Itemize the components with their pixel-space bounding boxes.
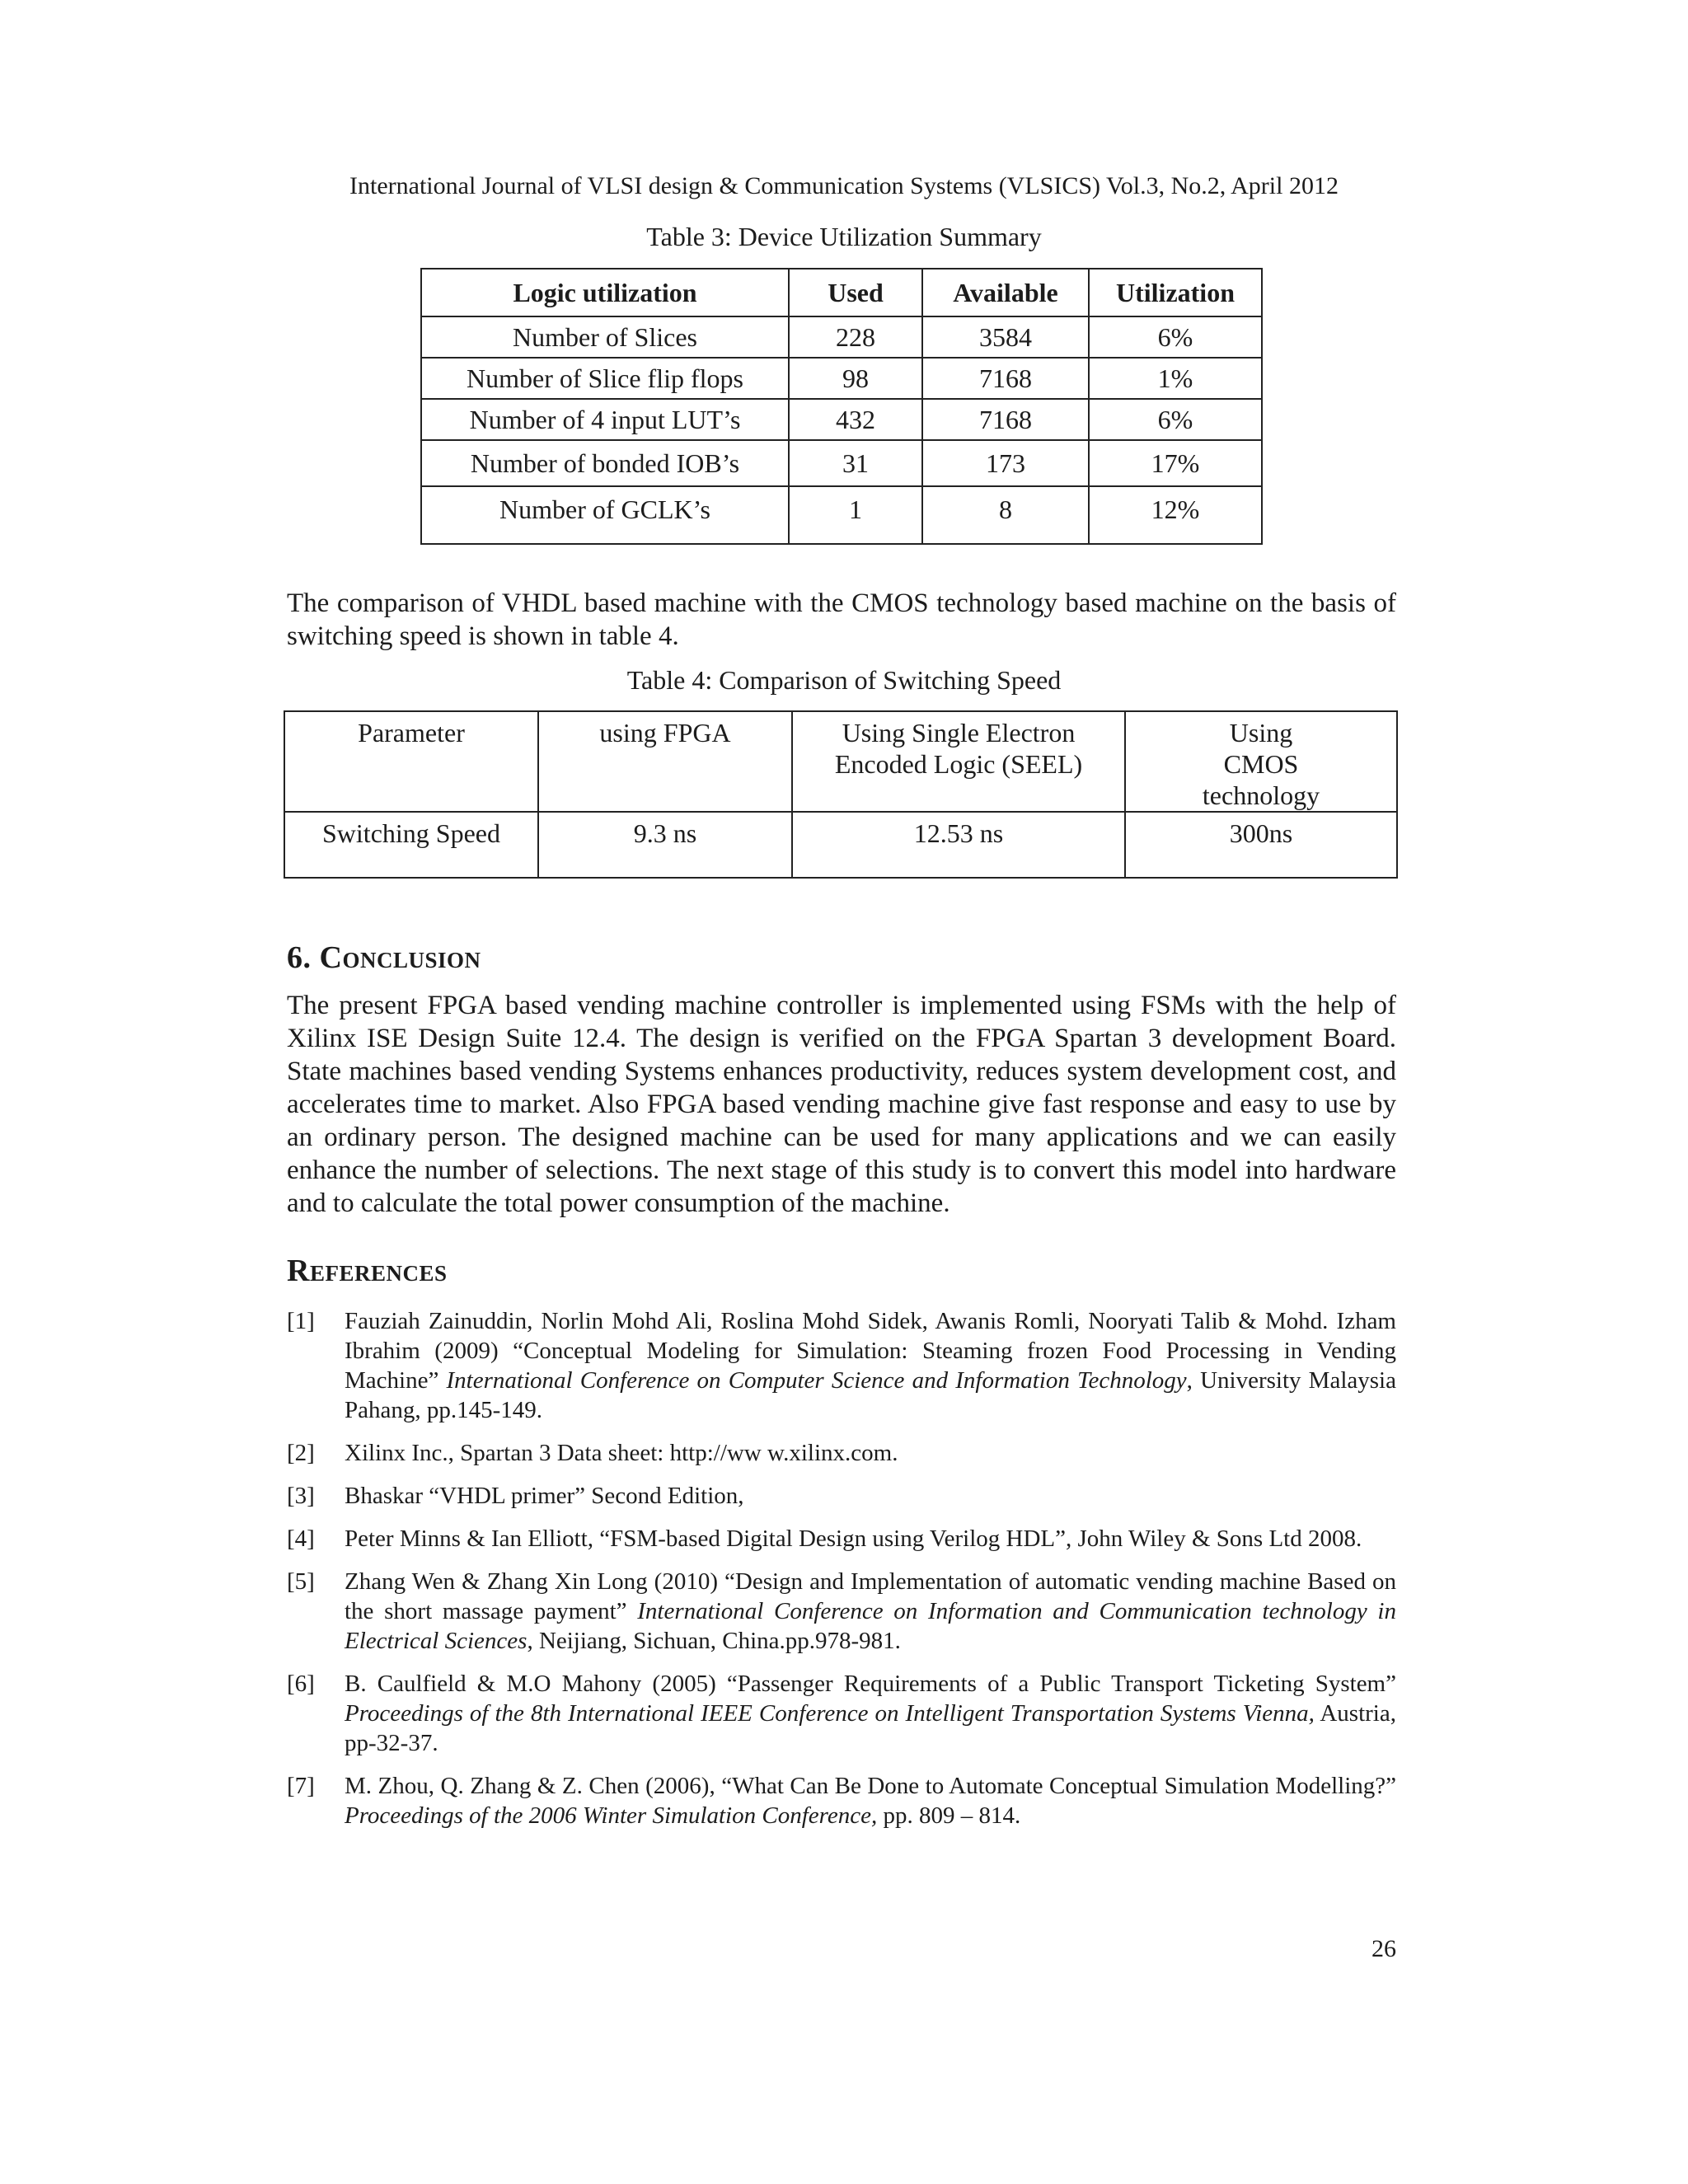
reference-text: Zhang Wen & Zhang Xin Long (2010) “Design and Implementation of automatic vending machine Based on the short massage payment”: [345, 1568, 1396, 1624]
table3-caption: Table 3: Device Utilization Summary: [646, 222, 1042, 251]
table-header-row: [421, 269, 1262, 316]
reference-number: [1]: [287, 1308, 315, 1334]
table-cell: 7168: [922, 399, 1089, 440]
table-cell: 228: [789, 316, 922, 358]
table-cell: 9.3 ns: [538, 812, 792, 878]
reference-list: [287, 1306, 1396, 1844]
reference-venue: Proceedings of the 8th International IEEE Conference on Intelligent Transportation Systems Vienna,: [345, 1700, 1315, 1727]
table-cell: 8: [922, 486, 1089, 544]
reference-item: [287, 1771, 1396, 1830]
reference-number: [6]: [287, 1671, 315, 1697]
table-row: [284, 812, 1397, 878]
table-cell: 98: [789, 358, 922, 399]
table-header-cell: Utilization: [1089, 269, 1262, 316]
reference-tail: Austria, pp-32-37.: [345, 1700, 1396, 1756]
reference-item: [287, 1669, 1396, 1758]
table-row: [421, 399, 1262, 440]
reference-text: Fauziah Zainuddin, Norlin Mohd Ali, Roslina Mohd Sidek, Awanis Romli, Nooryati Talib & Mohd. Izham Ibrahim (2009) “Conceptual Modeling for Simulation: Steaming frozen Food Processing in Vending Machine”: [345, 1308, 1396, 1394]
reference-number: [2]: [287, 1440, 315, 1466]
device-utilization-table: [420, 268, 1263, 545]
table-cell: 3584: [922, 316, 1089, 358]
table-cell: Number of 4 input LUT’s: [421, 399, 789, 440]
reference-text: M. Zhou, Q. Zhang & Z. Chen (2006), “What Can Be Done to Automate Conceptual Simulation Modelling?”: [345, 1773, 1396, 1799]
reference-item: [287, 1567, 1396, 1656]
table-row: [421, 486, 1262, 544]
reference-item: [287, 1481, 1396, 1511]
reference-number: [4]: [287, 1526, 315, 1552]
conclusion-paragraph: The present FPGA based vending machine controller is implemented using FSMs with the help of Xilinx ISE Design Suite 12.4. The design is verified on the FPGA Spartan 3 development Board. State machines based vending Systems enhances productivity, reduces system development cost, and accelerates time to market. Also FPGA based vending machine give fast response and easy to use by an ordinary person. The designed machine can be used for many applications and we can easily enhance the number of selections. The next stage of this study is to convert this model into hardware and to calculate the total power consumption of the machine.: [287, 991, 1396, 1218]
table-cell: Number of Slices: [421, 316, 789, 358]
reference-number: [3]: [287, 1483, 315, 1509]
table-row: [421, 440, 1262, 486]
table-cell: 432: [789, 399, 922, 440]
reference-item: [287, 1306, 1396, 1425]
reference-text: Peter Minns & Ian Elliott, “FSM-based Digital Design using Verilog HDL”, John Wiley & Sons Ltd 2008.: [345, 1526, 1362, 1552]
table-header-cell: Parameter: [284, 711, 538, 812]
table-cell: 1: [789, 486, 922, 544]
table-cell: Number of bonded IOB’s: [421, 440, 789, 486]
table-header-cell: using FPGA: [538, 711, 792, 812]
table-cell: 7168: [922, 358, 1089, 399]
running-header: International Journal of VLSI design & Communication Systems (VLSICS) Vol.3, No.2, April 2012: [349, 172, 1339, 199]
table-cell: 1%: [1089, 358, 1262, 399]
intro-paragraph: The comparison of VHDL based machine with the CMOS technology based machine on the basis of switching speed is shown in table 4.: [287, 588, 1396, 651]
reference-tail: pp. 809 – 814.: [877, 1802, 1021, 1829]
table-cell: Switching Speed: [284, 812, 538, 878]
table-row: [421, 316, 1262, 358]
table-cell: 31: [789, 440, 922, 486]
reference-text: B. Caulfield & M.O Mahony (2005) “Passenger Requirements of a Public Transport Ticketing System”: [345, 1671, 1396, 1697]
table-cell: Number of GCLK’s: [421, 486, 789, 544]
table-header-cell: Available: [922, 269, 1089, 316]
page-number: 26: [1372, 1935, 1396, 1962]
table-header-cell: Using Single Electron Encoded Logic (SEEL): [792, 711, 1125, 812]
reference-venue: International Conference on Information and Communication technology in Electrical Sciences: [345, 1598, 1396, 1654]
table-cell: 12.53 ns: [792, 812, 1125, 878]
table4-caption: Table 4: Comparison of Switching Speed: [626, 665, 1062, 695]
reference-tail: , Neijiang, Sichuan, China.pp.978-981.: [527, 1628, 901, 1654]
table-cell: 300ns: [1125, 812, 1397, 878]
reference-venue: Proceedings of the 2006 Winter Simulation Conference,: [345, 1802, 878, 1829]
table-header-cell: Used: [789, 269, 922, 316]
table-header-cell: Using CMOS technology: [1125, 711, 1397, 812]
reference-text: Bhaskar “VHDL primer” Second Edition,: [345, 1483, 744, 1509]
switching-speed-table: [284, 710, 1398, 879]
references-heading: References: [287, 1254, 448, 1288]
reference-venue: International Conference on Computer Science and Information Technology: [446, 1367, 1187, 1394]
reference-item: [287, 1524, 1396, 1554]
table-header-cell: Logic utilization: [421, 269, 789, 316]
table-header-row: [284, 711, 1397, 812]
table-cell: 173: [922, 440, 1089, 486]
table-row: [421, 358, 1262, 399]
reference-number: [7]: [287, 1773, 315, 1799]
table-cell: Number of Slice flip flops: [421, 358, 789, 399]
table-cell: 6%: [1089, 316, 1262, 358]
table-cell: 17%: [1089, 440, 1262, 486]
reference-tail: , University Malaysia Pahang, pp.145-149.: [345, 1367, 1396, 1423]
reference-item: [287, 1438, 1396, 1468]
table-cell: 12%: [1089, 486, 1262, 544]
table-cell: 6%: [1089, 399, 1262, 440]
conclusion-heading: 6. Conclusion: [287, 940, 481, 975]
reference-text: Xilinx Inc., Spartan 3 Data sheet: http://ww w.xilinx.com.: [345, 1440, 898, 1466]
reference-number: [5]: [287, 1568, 315, 1595]
